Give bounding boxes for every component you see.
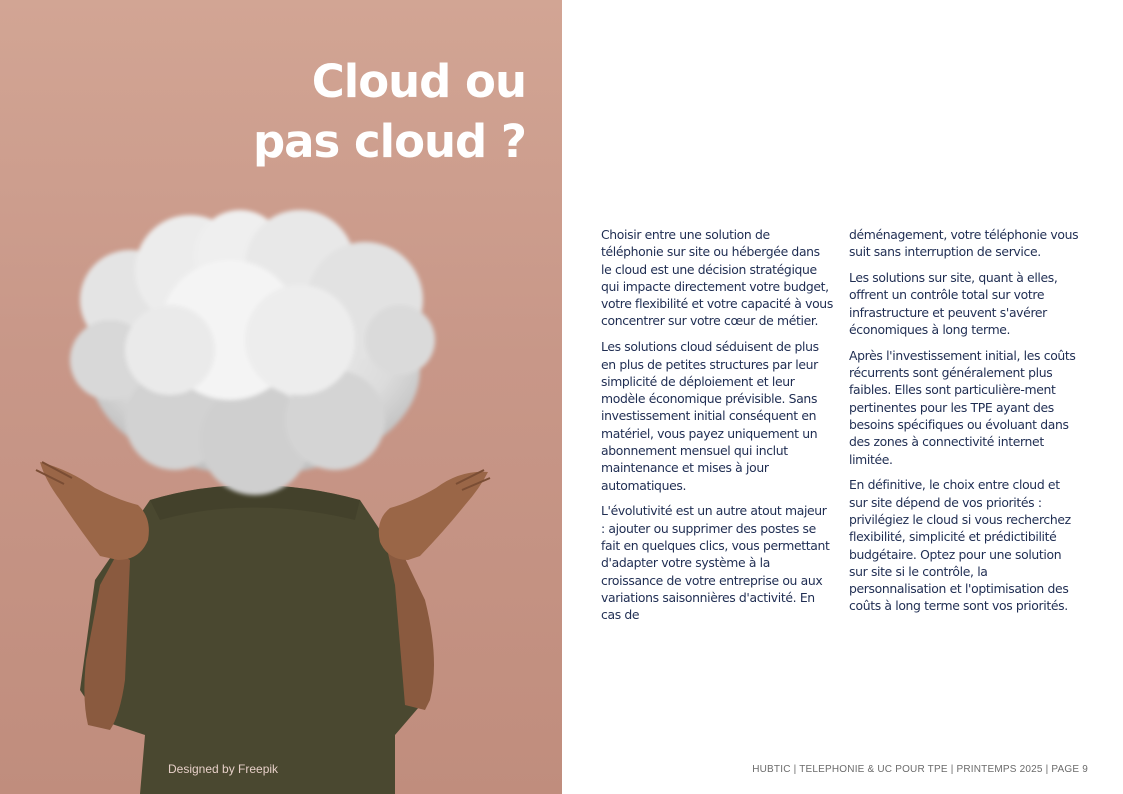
page-title bbox=[253, 52, 526, 172]
title-line-1: Cloud ou bbox=[311, 55, 526, 108]
left-hand-shape bbox=[40, 462, 149, 560]
paragraph: Les solutions sur site, quant à elles, offrent un contrôle total sur votre infrastructure et peuvent s'avérer économiques à long terme. bbox=[849, 270, 1058, 337]
paragraph: Choisir entre une solution de téléphonie sur site ou hébergée dans le cloud est une décision stratégique qui impacte directement votre budget, votre flexibilité et votre capacité à vous concentrer sur votre cœur de métier. bbox=[601, 227, 833, 329]
paragraph: Les solutions cloud séduisent de plus en plus de petites structures par leur simplicité de déploiement et leur modèle économique prévisible. Sans investissement initial conséquent en matériel, vous payez uniquement un abonnement mensuel qui inclut maintenance et mises à jour automatiques. bbox=[601, 339, 819, 493]
paragraph: Après l'investissement initial, les coûts récurrents sont généralement plus faibles. Elles sont particulière-ment pertinentes pour les TPE ayant des besoins spécifiques ou évoluant dans des zones à connectivité internet limitée. bbox=[849, 347, 1076, 467]
text-column-1 bbox=[601, 226, 833, 632]
title-line-2: pas cloud ? bbox=[252, 115, 526, 168]
cloud-head bbox=[70, 210, 435, 495]
image-credit: Designed by Freepik bbox=[168, 762, 279, 776]
article-body bbox=[601, 226, 1081, 632]
page-footer: HUBTIC | TELEPHONIE & UC POUR TPE | PRINTEMPS 2025 | PAGE 9 bbox=[752, 764, 1088, 775]
paragraph: déménagement, votre téléphonie vous suit sans interruption de service. bbox=[849, 227, 1079, 260]
paragraph: En définitive, le choix entre cloud et sur site dépend de vos priorités : privilégiez le cloud si vous recherchez flexibilité, simplicité et prédictibilité budgétaire. Optez pour une solution sur site si le contrôle, la personnalisation et l'optimisation des coûts à long terme sont vos priorités. bbox=[849, 477, 1071, 614]
paragraph: L'évolutivité est un autre atout majeur : ajouter ou supprimer des postes se fait en quelques clics, vous permettant d'adapter votre système à la croissance de votre entreprise ou aux variations saisonnières d'activité. En cas de bbox=[601, 503, 830, 623]
text-column-2 bbox=[849, 226, 1081, 632]
